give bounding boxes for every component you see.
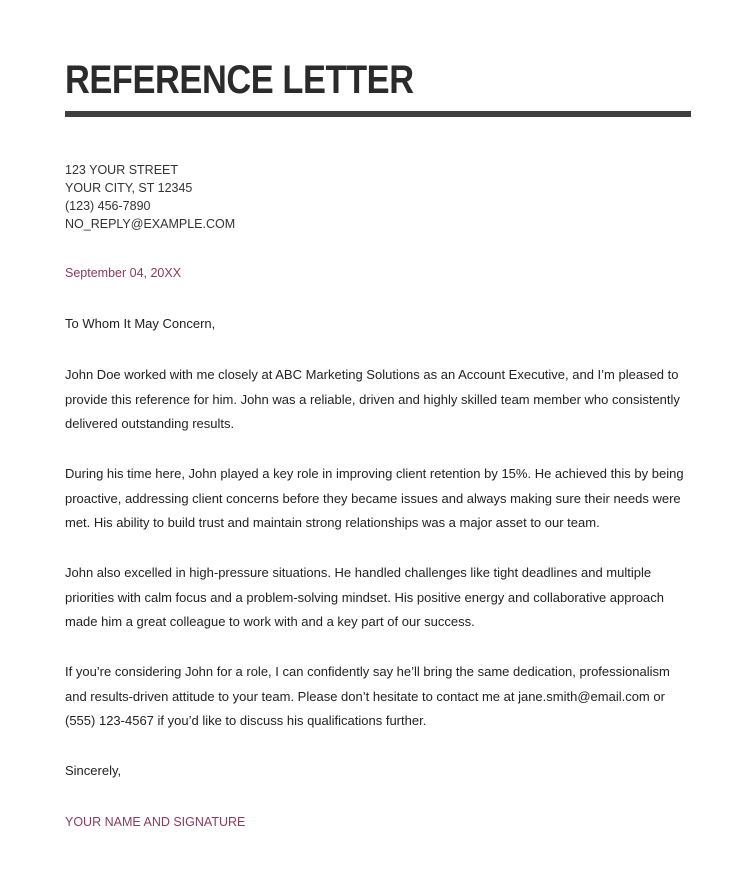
title-divider bbox=[65, 111, 691, 117]
page-title: REFERENCE LETTER bbox=[65, 58, 414, 102]
greeting: To Whom It May Concern, bbox=[65, 316, 216, 331]
body-paragraph-3: John also excelled in high-pressure situations. He handled challenges like tight deadlines and multiple priorities with calm focus and a problem-solving mindset. His positive energy and collaborative approach made him a great colleague to work with and a key part of our success. bbox=[65, 565, 665, 629]
signature-line: YOUR NAME AND SIGNATURE bbox=[65, 815, 246, 829]
sender-email: NO_REPLY@EXAMPLE.COM bbox=[65, 217, 236, 231]
sender-address-block bbox=[65, 161, 235, 233]
sender-city: YOUR CITY, ST 12345 bbox=[65, 181, 193, 195]
sender-phone: (123) 456-7890 bbox=[65, 199, 151, 213]
body-paragraph-2: During his time here, John played a key role in improving client retention by 15%. He achieved this by being proactive, addressing client concerns before they became issues and always making sure their needs were met. His ability to build trust and maintain strong relationships was a major asset to our team. bbox=[65, 466, 684, 530]
closing: Sincerely, bbox=[65, 763, 122, 778]
body-paragraph-4: If you’re considering John for a role, I can confidently say he’ll bring the same dedication, professionalism and results-driven attitude to your team. Please don’t hesitate to contact me at jane.smith@email.com or (555) 123-4567 if you’d like to discuss his qualifications further. bbox=[65, 664, 670, 728]
body-paragraph-1: John Doe worked with me closely at ABC Marketing Solutions as an Account Executive, and I’m pleased to provide this reference for him. John was a reliable, driven and highly skilled team member who consistently delivered outstanding results. bbox=[65, 367, 680, 431]
sender-street: 123 YOUR STREET bbox=[65, 163, 179, 177]
letter-date: September 04, 20XX bbox=[65, 266, 182, 280]
